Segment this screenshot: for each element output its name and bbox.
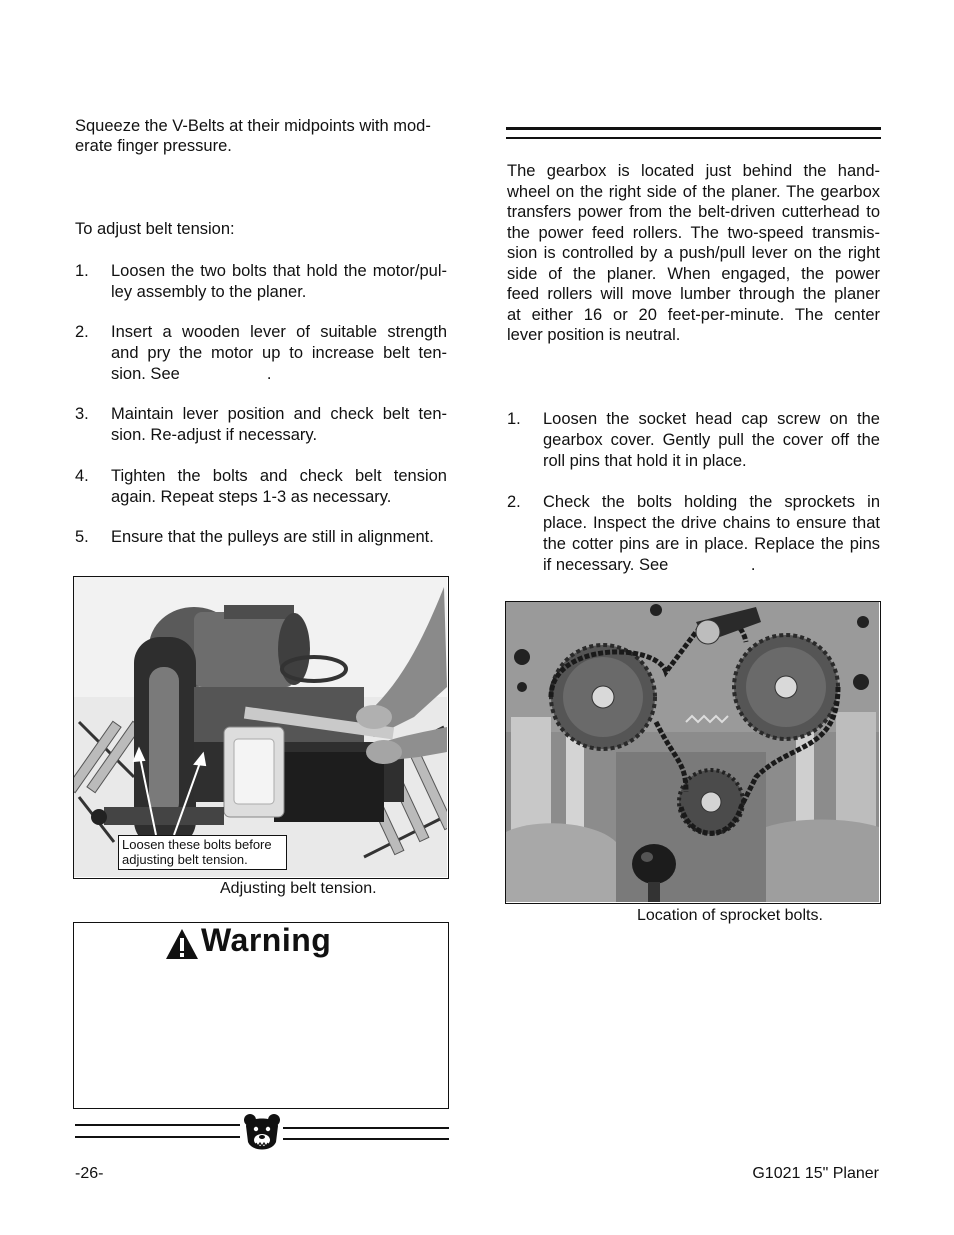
step-text-line: and pry the motor up to increase belt ten- (111, 344, 447, 362)
step-text-line: place. Inspect the drive chains to ensure that (543, 514, 880, 532)
gearbox-paragraph (507, 161, 880, 346)
planer-photo-illustration (74, 577, 447, 877)
page-number: -26- (75, 1165, 104, 1182)
step-number: 1. (507, 410, 521, 428)
step-text-line: Loosen the two bolts that hold the motor/pul- (111, 262, 447, 280)
step-text-line: Ensure that the pulleys are still in alignment. (111, 528, 434, 546)
paragraph-line: the power feed rollers. The two-speed transmis- (507, 223, 880, 242)
callout-line-1: Loosen these bolts before (122, 837, 272, 852)
left-step-5 (75, 527, 447, 549)
step-text-line: sion. Re-adjust if necessary. (111, 426, 318, 444)
step-number: 5. (75, 528, 89, 546)
step-text-line: Loosen the socket head cap screw on the (543, 410, 880, 428)
step-text-line: Insert a wooden lever of suitable strength (111, 323, 447, 341)
left-step-4 (75, 466, 447, 508)
paragraph-line: The gearbox is located just behind the hand- (507, 162, 880, 180)
step-number: 4. (75, 467, 89, 485)
section-rule-top (506, 127, 881, 130)
step-text-line: roll pins that hold it in place. (543, 452, 747, 470)
step-text-line: again. Repeat steps 1-3 as necessary. (111, 488, 392, 506)
gearbox-photo-illustration (506, 602, 879, 902)
callout-line-2: adjusting belt tension. (122, 852, 248, 867)
right-step-1 (507, 409, 880, 471)
paragraph-line: lever position is neutral. (507, 326, 681, 344)
intro-line-1: Squeeze the V-Belts at their midpoints with mod- (75, 117, 431, 135)
paragraph-line: sion is controlled by a push/pull lever on the right (507, 244, 880, 262)
footer-rule-left-top (75, 1124, 240, 1126)
paragraph-line: at either 16 or 20 feet-per-minute. The center (507, 305, 880, 324)
left-step-3 (75, 404, 447, 446)
footer-rule-right-bottom (283, 1138, 449, 1140)
section-rule-bottom (506, 137, 881, 139)
step-text-line: gearbox cover. Gently pull the cover off the (543, 431, 880, 449)
sprocket-figure (505, 601, 881, 904)
warning-box (73, 922, 449, 1109)
footer-rule-right-top (283, 1127, 449, 1129)
paragraph-line: feed rollers will move lumber through the planer (507, 285, 880, 303)
step-number: 2. (75, 323, 89, 341)
right-step-2 (507, 492, 880, 574)
adjust-heading: To adjust belt tension: (75, 220, 235, 238)
bolts-callout (118, 835, 287, 870)
belt-tension-figure (73, 576, 449, 879)
paragraph-line: side of the planer. When engaged, the power (507, 264, 880, 283)
warning-title: Warning (201, 922, 332, 958)
paragraph-line: wheel on the right side of the planer. The gearbox (507, 182, 880, 201)
step-text-line: ley assembly to the planer. (111, 283, 307, 301)
step-text-line: Tighten the bolts and check belt tension (111, 467, 447, 485)
step-text-line: Maintain lever position and check belt ten- (111, 405, 447, 423)
left-step-1 (75, 261, 447, 303)
intro-line-2: erate finger pressure. (75, 137, 232, 155)
left-step-2 (75, 322, 447, 384)
warning-triangle-icon (165, 927, 199, 961)
model-label: G1021 15" Planer (752, 1165, 879, 1182)
step-number: 1. (75, 262, 89, 280)
step-number: 2. (507, 493, 521, 511)
paragraph-line: transfers power from the belt-driven cutterhead to (507, 203, 880, 221)
belt-figure-caption: Adjusting belt tension. (220, 880, 377, 897)
bear-logo-icon (242, 1112, 282, 1154)
sprocket-figure-caption: Location of sprocket bolts. (637, 907, 823, 924)
step-text-line: if necessary. See . (543, 556, 756, 574)
step-number: 3. (75, 405, 89, 423)
step-text-line: sion. See . (111, 365, 272, 383)
footer-rule-left-bottom (75, 1136, 240, 1138)
step-text-line: Check the bolts holding the sprockets in (543, 493, 880, 511)
step-text-line: the cotter pins are in place. Replace the pins (543, 535, 880, 553)
